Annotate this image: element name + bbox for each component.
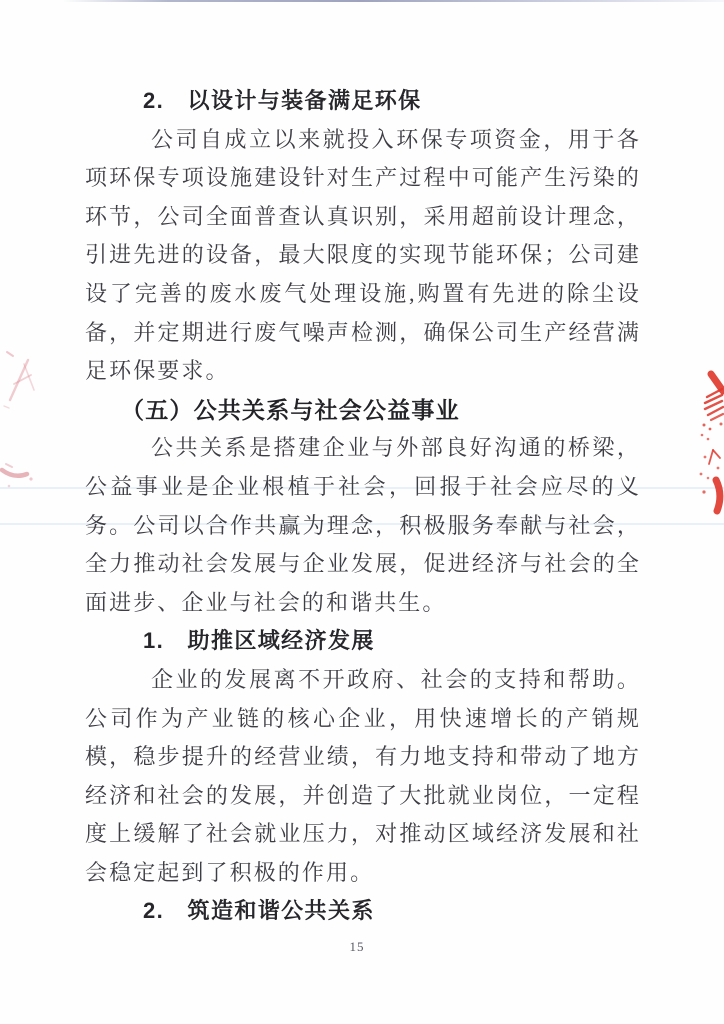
section-heading-public-relations: （五）公共关系与社会公益事业 [121,396,460,423]
paragraph-environmental-measures: 公司自成立以来就投入环保专项资金，用于各项环保专项设施建设针对生产过程中可能产生污染的环节，公司全面普查认真识别，采用超前设计理念，引进先进的设备，最大限度的实现节能环保；公司建设了完善的废水废气处理设施,购置有先进的除尘设备，并定期进行废气噪声检测，确保公司生产经营满足环保要求。 [85,126,641,384]
paragraph-regional-economy: 企业的发展离不开政府、社会的支持和帮助。公司作为产业链的核心企业，用快速增长的产销规模，稳步提升的经营业绩，有力地支持和带动了地方经济和社会的发展，并创造了大批就业岗位，一定程度上缓解了社会就业压力，对推动区域经济发展和社会稳定起到了积极的作用。 [85,666,641,885]
scanned-page-top-edge [62,0,724,2]
stamp-fragment-left-icon [0,348,46,508]
subheading-harmonious-relations: 2. 筑造和谐公共关系 [143,898,375,924]
page-number: 15 [349,939,365,954]
subheading-regional-economy: 1. 助推区域经济发展 [143,628,375,654]
paragraph-public-relations: 公共关系是搭建企业与外部良好沟通的桥梁，公益事业是企业根植于社会，回报于社会应尽的义务。公司以合作共赢为理念，积极服务奉献与社会，全力推动社会发展与企业发展，促进经济与社会的全面进步、企业与社会的和谐共生。 [85,435,641,615]
document-body [85,82,641,931]
stamp-fragment-right-icon [697,368,724,518]
subheading-design-equipment: 2. 以设计与装备满足环保 [143,88,422,113]
